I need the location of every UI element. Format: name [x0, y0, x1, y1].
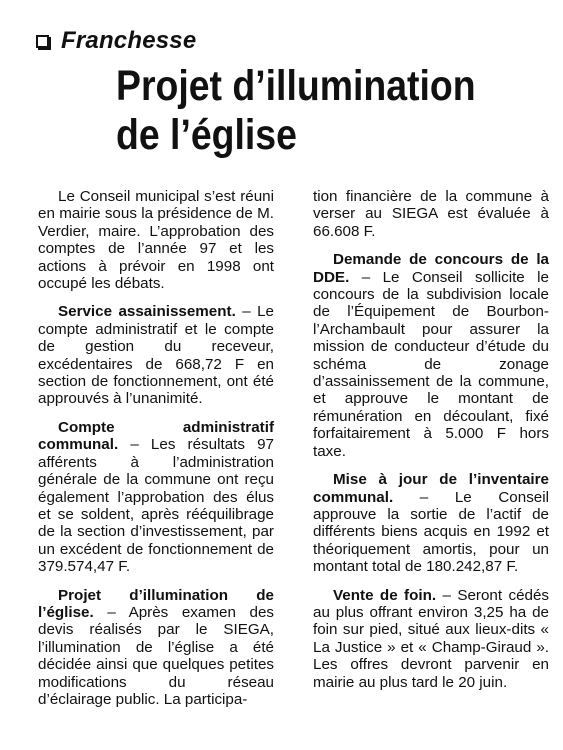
section-kicker — [36, 28, 196, 54]
article-column-left — [38, 188, 274, 719]
kicker-text: Franchesse — [61, 27, 197, 54]
paragraph-text: – Le Conseil sollicite le concours de la subdivision locale de l’Équipement de Bourbon-l’Archambault pour assurer la mission de conducteur d’étude du schéma de zonage d’assainissement de la commune, et approuve le montant de rémunération en découlant, fixé forfaitairement à 5.000 F hors taxe. — [313, 268, 549, 460]
paragraph-heading: Compte administratif communal. — [38, 418, 274, 454]
article-headline — [116, 62, 499, 160]
paragraph-text: – Après examen des devis réalisés par le SIEGA, l’illumination de l’église a été décidée ainsi que quelques petites modifications du réseau d’éclairage public. La participa- — [38, 603, 274, 708]
paragraph-text: – Le Conseil approuve la sortie de l’actif de différents biens acquis en 1992 et théoriquement amortis, pour un montant total de 180.242,87 F. — [313, 488, 549, 576]
paragraph-text: tion financière de la commune à verser au SIEGA est évaluée à 66.608 F. — [313, 188, 549, 240]
paragraph-text: – Les résultats 97 afférents à l’administration générale de la commune ont reçu également l’approbation des élus et se soldent, après rééquilibrage de la section d’investissement, par un excédent de fonctionnement de 379.574,47 F. — [38, 436, 274, 576]
paragraph — [313, 587, 549, 691]
paragraph-text: – Seront cédés au plus offrant environ 3,25 ha de foin sur pied, situé aux lieux-dits « La Justice » et « Champ-Giraud ». Les offres devront parvenir en mairie au plus tard le 20 juin. — [313, 586, 549, 691]
paragraph — [38, 419, 274, 576]
paragraph — [313, 251, 549, 460]
paragraph-heading: Service assainissement. — [58, 303, 236, 321]
article-column-right — [313, 188, 549, 702]
paragraph — [38, 188, 274, 292]
paragraph — [38, 303, 274, 407]
paragraph-text: – Le compte administratif et le compte de gestion du receveur, excédentaires de 668,72 F en section de fonctionnement, ont été approuvés à l’unanimité. — [38, 303, 274, 408]
headline-line-1: Projet d’illumination — [116, 62, 476, 110]
paragraph-heading: Projet d’illumination de l’église. — [38, 586, 274, 621]
paragraph — [313, 471, 549, 575]
paragraph-heading: Mise à jour de l’inventaire communal. — [313, 471, 549, 506]
paragraph — [313, 188, 549, 240]
paragraph — [38, 587, 274, 709]
paragraph-heading: Vente de foin. — [333, 586, 437, 604]
checkbox-square-icon — [36, 35, 49, 48]
headline-line-2: de l’église — [116, 111, 297, 159]
paragraph-heading: Demande de concours de la DDE. — [313, 251, 549, 286]
paragraph-text: Le Conseil municipal s’est réuni en mairie sous la présidence de M. Verdier, maire. L’approbation des comptes de l’année 97 et les actions à prévoir en 1998 ont occupé les débats. — [38, 188, 274, 293]
